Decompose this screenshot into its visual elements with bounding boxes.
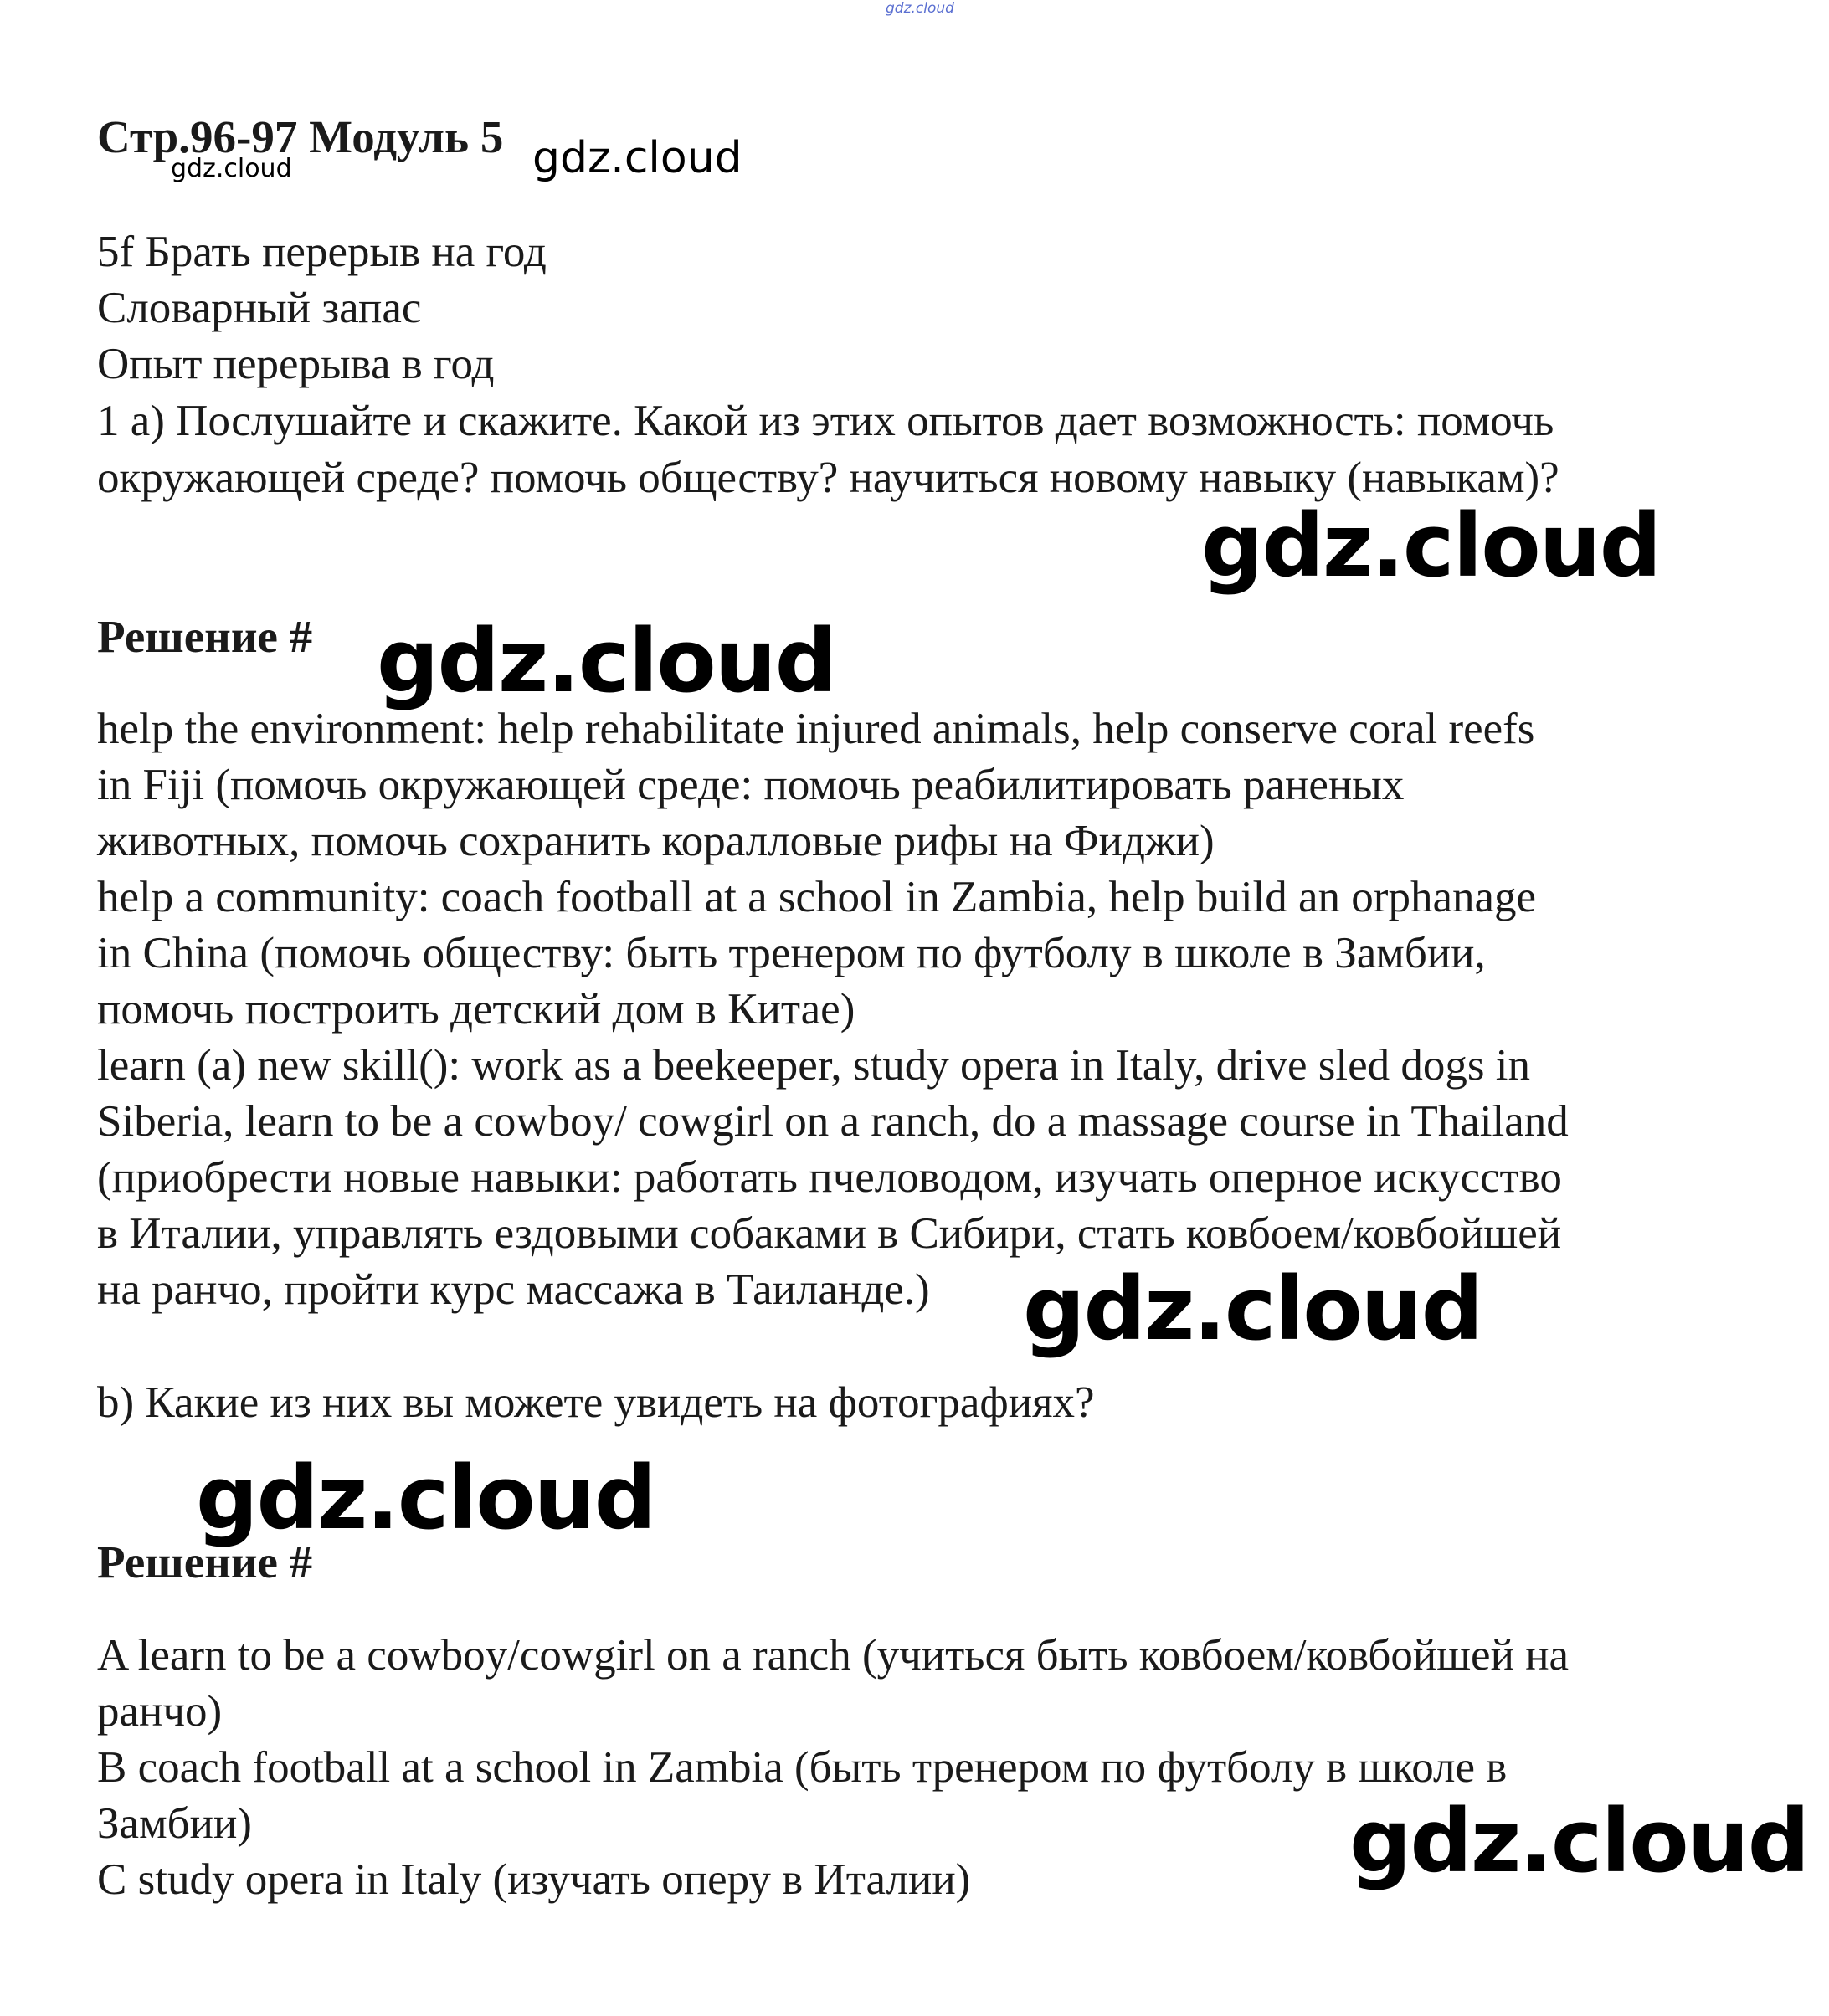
solution-heading-2: Решение # bbox=[97, 1536, 313, 1588]
solution-1-line: help a community: coach football at a school in Zambia, help build an orphanage bbox=[97, 873, 1537, 921]
solution-1-line: help the environment: help rehabilitate injured animals, help conserve coral reefs bbox=[97, 705, 1535, 753]
solution-1-line: животных, помочь сохранить коралловые рифы на Фиджи) bbox=[97, 817, 1215, 865]
watermark-large-4: gdz.cloud bbox=[196, 1447, 655, 1549]
watermark-large-1: gdz.cloud bbox=[1201, 495, 1661, 597]
task-1b-line: b) Какие из них вы можете увидеть на фотографиях? bbox=[97, 1378, 1095, 1427]
solution-1-line: learn (a) new skill(): work as a beekeeper, study opera in Italy, drive sled dogs in bbox=[97, 1041, 1530, 1090]
watermark-small: gdz.cloud bbox=[171, 154, 292, 183]
solution-2-line: ранчо) bbox=[97, 1687, 223, 1736]
page-title: Стр.96-97 Модуль 5 bbox=[97, 111, 504, 162]
solution-heading-1: Решение # bbox=[97, 611, 313, 662]
intro-line-2: Словарный запас bbox=[97, 284, 422, 332]
solution-1-line: in Fiji (помочь окружающей среде: помочь реабилитировать раненых bbox=[97, 761, 1405, 809]
task-1a-line-1: 1 a) Послушайте и скажите. Какой из этих опытов дает возможность: помочь bbox=[97, 397, 1554, 445]
watermark-top: gdz.cloud bbox=[886, 0, 954, 17]
solution-2-line: A learn to be a cowboy/cowgirl on a ranch (учиться быть ковбоем/ковбойшей на bbox=[97, 1631, 1570, 1680]
solution-1-line: (приобрести новые навыки: работать пчеловодом, изучать оперное искусство bbox=[97, 1153, 1562, 1202]
watermark-large-2: gdz.cloud bbox=[377, 610, 836, 712]
watermark-large-5: gdz.cloud bbox=[1349, 1790, 1809, 1892]
solution-2-line: Замбии) bbox=[97, 1799, 252, 1848]
solution-1-line: помочь построить детский дом в Китае) bbox=[97, 985, 855, 1034]
intro-line-3: Опыт перерыва в год bbox=[97, 340, 495, 388]
solution-2-line: B coach football at a school in Zambia (быть тренером по футболу в школе в bbox=[97, 1743, 1508, 1792]
intro-line-1: 5f Брать перерыв на год bbox=[97, 228, 547, 276]
solution-1-line: на ранчо, пройти курс массажа в Таиланде.) bbox=[97, 1265, 930, 1314]
watermark-large-3: gdz.cloud bbox=[1023, 1258, 1482, 1360]
task-1a-line-2: окружающей среде? помочь обществу? научиться новому навыку (навыкам)? bbox=[97, 454, 1559, 502]
solution-1-line: в Италии, управлять ездовыми собаками в Сибири, стать ковбоем/ковбойшей bbox=[97, 1209, 1562, 1258]
solution-1-line: in China (помочь обществу: быть тренером по футболу в школе в Замбии, bbox=[97, 929, 1486, 977]
solution-1-line: Siberia, learn to be a cowboy/ cowgirl on a ranch, do a massage course in Thailand bbox=[97, 1097, 1569, 1146]
solution-2-line: C study opera in Italy (изучать оперу в Италии) bbox=[97, 1855, 971, 1904]
watermark-header: gdz.cloud bbox=[532, 133, 742, 183]
